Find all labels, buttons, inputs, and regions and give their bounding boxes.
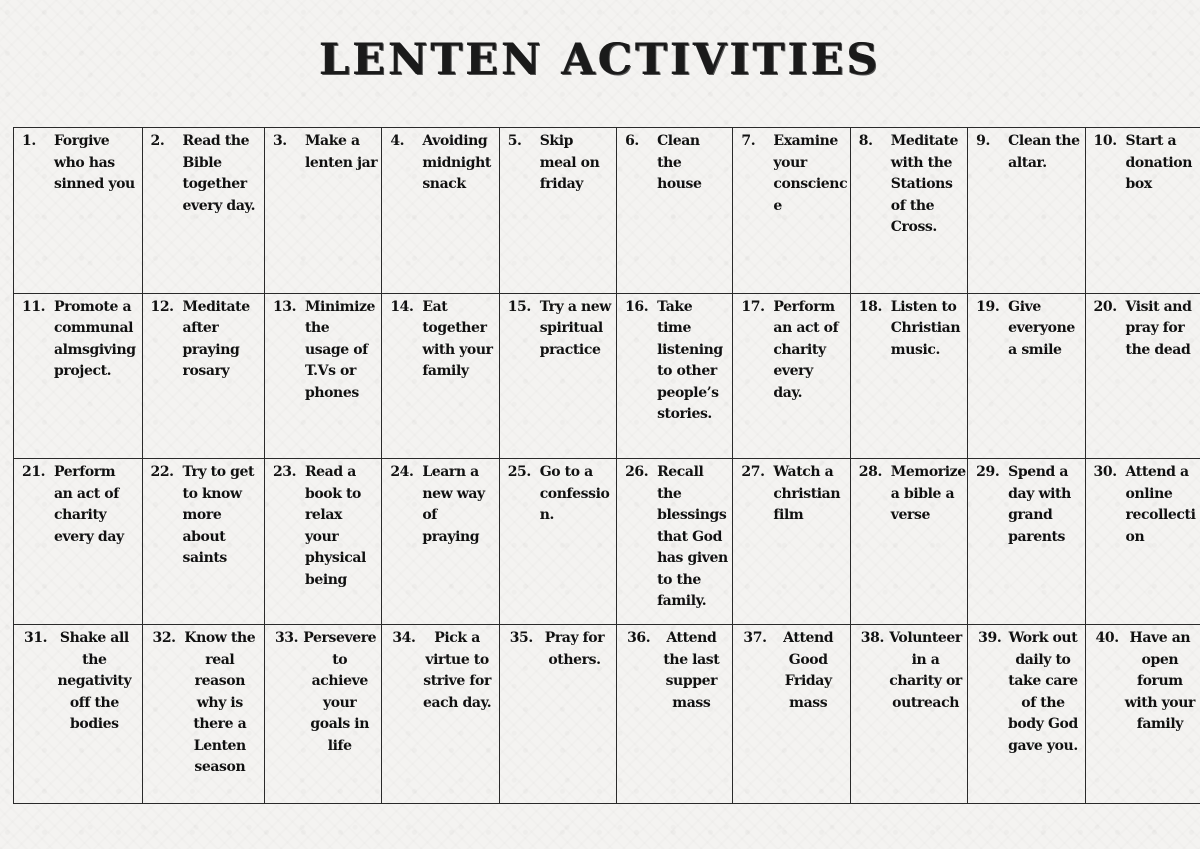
- activity-number: 6.: [625, 133, 639, 149]
- activity-text: Examine your conscienc e: [773, 133, 848, 214]
- activity-row: [14, 625, 1200, 804]
- activity-cell: [733, 128, 850, 294]
- activity-number: 14.: [390, 298, 414, 315]
- activity-item: [621, 131, 728, 196]
- activity-item: [855, 131, 963, 239]
- activity-text: Give everyone a smile: [1008, 298, 1075, 358]
- activity-text: Forgive who has sinned you: [54, 133, 135, 192]
- activity-item: [855, 628, 963, 714]
- activity-cell: [968, 459, 1085, 625]
- activity-cell: [382, 459, 499, 625]
- activity-cell: [617, 128, 733, 294]
- activity-item: [269, 131, 377, 174]
- activity-cell: [1085, 128, 1200, 294]
- activity-number: 37.: [743, 630, 767, 647]
- activity-number: 5.: [507, 133, 522, 149]
- activity-number: 36.: [627, 630, 651, 647]
- activity-number: 1.: [22, 133, 36, 149]
- activity-number: 21.: [22, 464, 46, 481]
- activity-item: [18, 462, 138, 548]
- activity-text: Learn a new way of praying: [422, 464, 485, 545]
- activity-number: 8.: [858, 133, 873, 149]
- activity-item: [737, 628, 845, 714]
- activity-cell: [264, 128, 381, 294]
- activity-cell: [142, 459, 264, 625]
- activity-text: Attend a online recollecti on: [1125, 464, 1196, 545]
- activity-item: [269, 462, 377, 591]
- activity-item: [504, 297, 612, 362]
- activity-text: Persevere to achieve your goals in life: [303, 630, 377, 754]
- activity-cell: [142, 128, 264, 294]
- activities-table: [13, 127, 1200, 804]
- activity-number: 27.: [741, 464, 765, 481]
- activity-item: [972, 297, 1080, 362]
- activity-cell: [617, 293, 733, 459]
- activity-text: Read the Bible together every day.: [182, 133, 256, 214]
- activity-item: [386, 628, 494, 714]
- activities-grid-body: [14, 128, 1200, 804]
- activity-number: 2.: [150, 133, 165, 149]
- activity-text: Perform an act of charity every day.: [773, 298, 839, 401]
- activity-text: Pray for others.: [544, 630, 605, 668]
- activity-number: 34.: [392, 630, 416, 647]
- activity-text: Pick a virtue to strive for each day.: [422, 630, 492, 711]
- activity-number: 23.: [272, 464, 297, 481]
- activity-text: Attend the last supper mass: [663, 630, 720, 711]
- activity-cell: [617, 625, 733, 804]
- activity-item: [386, 462, 494, 548]
- activity-number: 4.: [390, 133, 405, 149]
- activity-cell: [968, 293, 1085, 459]
- activity-number: 19.: [976, 298, 1000, 315]
- activity-text: Volunteer in a charity or outreach: [889, 630, 962, 711]
- activity-number: 22.: [150, 464, 174, 481]
- activity-cell: [142, 293, 264, 459]
- activity-number: 11.: [22, 298, 46, 315]
- activity-item: [386, 297, 494, 383]
- activity-text: Recall the blessings that God has given to the family.: [657, 464, 728, 610]
- activity-text: Avoiding midnight snack: [422, 133, 491, 192]
- activity-item: [1090, 297, 1197, 362]
- activity-number: 18.: [858, 298, 882, 315]
- activity-number: 20.: [1093, 298, 1117, 315]
- activity-number: 31.: [24, 630, 48, 647]
- activity-text: Perform an act of charity every day: [54, 464, 124, 545]
- activity-number: 29.: [976, 464, 1000, 481]
- activity-cell: [382, 625, 499, 804]
- activity-cell: [850, 625, 967, 804]
- activity-number: 38.: [860, 630, 884, 647]
- activity-cell: [1085, 293, 1200, 459]
- activity-number: 32.: [152, 630, 176, 647]
- activity-text: Start a donation box: [1125, 133, 1193, 192]
- activity-cell: [499, 459, 616, 625]
- page-title: LENTEN ACTIVITIES: [319, 35, 881, 85]
- activity-cell: [499, 293, 616, 459]
- activity-row: [14, 459, 1200, 625]
- activity-item: [18, 131, 138, 196]
- activity-text: Clean the altar.: [1008, 133, 1080, 171]
- activity-item: [737, 462, 845, 527]
- activity-text: Minimize the usage of T.Vs or phones: [304, 298, 376, 401]
- activity-item: [1090, 462, 1197, 548]
- activity-text: Meditate after praying rosary: [182, 298, 250, 380]
- activity-item: [147, 297, 260, 383]
- activity-item: [18, 628, 138, 736]
- activity-cell: [1085, 459, 1200, 625]
- activity-cell: [264, 293, 381, 459]
- activity-item: [269, 297, 377, 405]
- activity-text: Try to get to know more about saints: [182, 464, 255, 567]
- activity-cell: [968, 625, 1085, 804]
- activity-text: Spend a day with grand parents: [1008, 464, 1071, 545]
- activity-cell: [850, 459, 967, 625]
- activity-text: Watch a christian film: [773, 464, 841, 524]
- activity-number: 13.: [272, 298, 297, 315]
- activity-row: [14, 293, 1200, 459]
- activity-number: 9.: [976, 133, 990, 149]
- activity-item: [504, 462, 612, 527]
- activity-cell: [1085, 625, 1200, 804]
- activity-number: 12.: [150, 298, 174, 315]
- activity-number: 7.: [741, 133, 756, 149]
- activity-text: Eat together with your family: [422, 298, 493, 380]
- activity-item: [737, 297, 845, 405]
- activity-number: 28.: [858, 464, 882, 481]
- activity-cell: [733, 625, 850, 804]
- activity-cell: [733, 293, 850, 459]
- activity-number: 26.: [625, 464, 649, 481]
- activity-item: [855, 297, 963, 362]
- activity-item: [737, 131, 848, 217]
- activity-number: 24.: [390, 464, 414, 481]
- activity-cell: [142, 625, 264, 804]
- activity-number: 3.: [272, 133, 287, 149]
- activity-text: Shake all the negativity off the bodies: [57, 630, 132, 733]
- activity-item: [504, 131, 612, 196]
- activity-cell: [382, 128, 499, 294]
- activity-row: [14, 128, 1200, 294]
- activity-number: 33.: [274, 630, 299, 647]
- activity-item: [147, 628, 260, 779]
- activity-cell: [14, 293, 143, 459]
- activity-text: Meditate with the Stations of the Cross.: [890, 133, 959, 235]
- activity-number: 39.: [978, 630, 1002, 647]
- activity-number: 15.: [507, 298, 531, 315]
- activity-cell: [733, 459, 850, 625]
- activity-cell: [850, 293, 967, 459]
- activity-item: [855, 462, 966, 527]
- activity-item: [972, 131, 1080, 174]
- activity-text: Attend Good Friday mass: [783, 630, 834, 711]
- activity-cell: [14, 625, 143, 804]
- activity-text: Have an open forum with your family: [1124, 630, 1196, 733]
- activity-number: 10.: [1093, 133, 1117, 149]
- activity-number: 25.: [507, 464, 531, 481]
- activity-cell: [264, 625, 381, 804]
- activity-text: Listen to Christian music.: [890, 298, 961, 358]
- activity-text: Skip meal on friday: [539, 133, 600, 192]
- activity-cell: [617, 459, 733, 625]
- activity-text: Take time listening to other people’s stories.: [657, 298, 723, 423]
- activity-text: Know the real reason why is there a Lenten season: [184, 630, 256, 776]
- activity-item: [621, 462, 728, 613]
- activity-cell: [382, 293, 499, 459]
- activity-cell: [14, 459, 143, 625]
- activity-text: Promote a communal almsgiving project.: [54, 298, 136, 380]
- activity-item: [1090, 628, 1197, 736]
- activity-item: [147, 131, 260, 217]
- activity-cell: [499, 625, 616, 804]
- activity-item: [18, 297, 138, 383]
- activity-cell: [14, 128, 143, 294]
- activity-text: Read a book to relax your physical being: [304, 464, 366, 588]
- activity-item: [621, 297, 728, 426]
- activity-cell: [499, 128, 616, 294]
- activity-text: Memorize a bible a verse: [890, 464, 966, 524]
- activity-item: [504, 628, 612, 671]
- activity-text: Try a new spiritual practice: [539, 298, 611, 358]
- activity-cell: [264, 459, 381, 625]
- activity-cell: [968, 128, 1085, 294]
- activity-item: [1090, 131, 1197, 196]
- activity-number: 30.: [1093, 464, 1117, 481]
- activity-text: Visit and pray for the dead: [1125, 298, 1192, 358]
- activity-item: [972, 462, 1080, 548]
- activity-item: [972, 628, 1080, 757]
- activity-item: [621, 628, 728, 714]
- activity-text: Clean the house: [657, 133, 702, 192]
- activity-text: Work out daily to take care of the body God gave you.: [1008, 630, 1078, 754]
- activity-number: 16.: [625, 298, 649, 315]
- activity-number: 35.: [509, 630, 533, 647]
- activity-item: [269, 628, 377, 757]
- activity-cell: [850, 128, 967, 294]
- activity-item: [386, 131, 494, 196]
- activity-item: [147, 462, 260, 570]
- activity-text: Make a lenten jar: [304, 133, 378, 171]
- activity-number: 17.: [741, 298, 765, 315]
- activity-number: 40.: [1095, 630, 1119, 647]
- activity-text: Go to a confessio n.: [539, 464, 610, 524]
